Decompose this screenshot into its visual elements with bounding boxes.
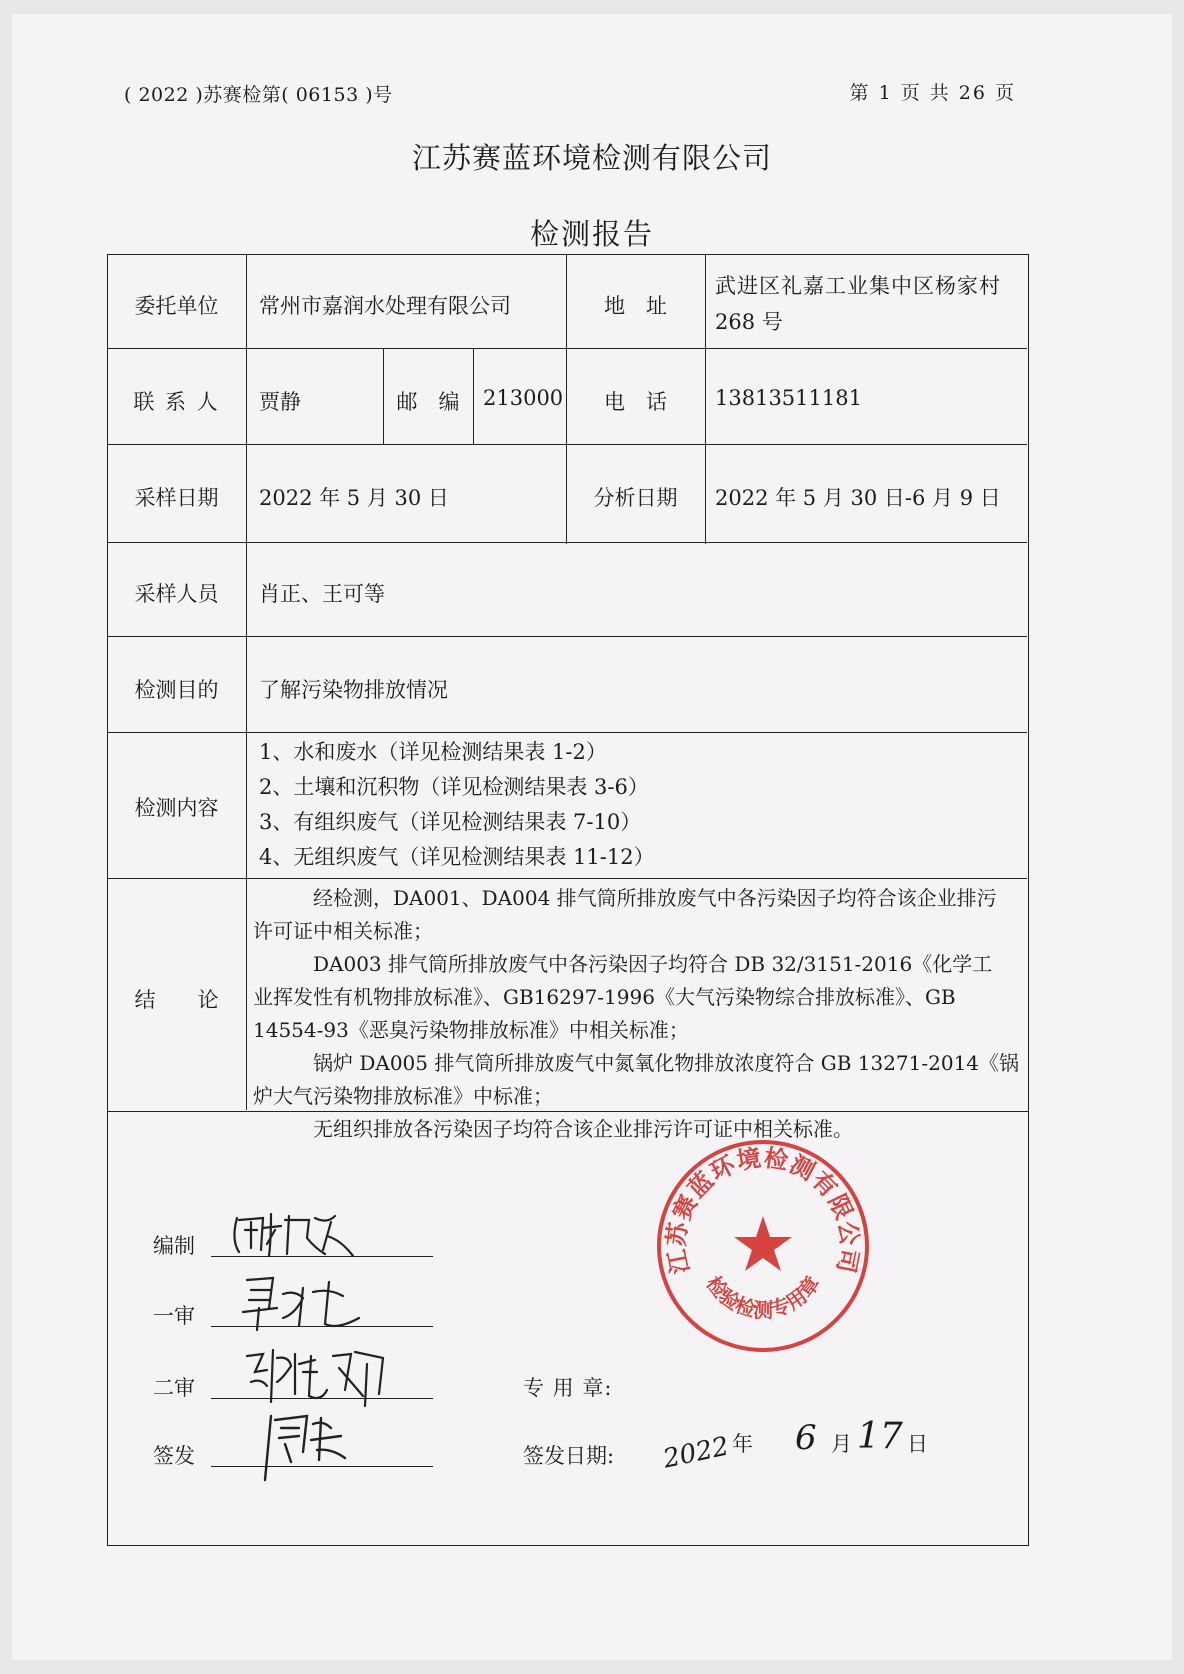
review1-signature	[233, 1268, 393, 1338]
sampling-date-label: 采样日期	[134, 486, 219, 510]
client-label: 委托单位	[134, 294, 219, 318]
conclusion-line: 业挥发性有机物排放标准》、GB16297-1996《大气污染物综合排放标准》、GB	[253, 985, 956, 1009]
postcode-label: 邮 编	[396, 390, 460, 414]
conclusion-line: DA003 排气筒所排放废气中各污染因子均符合 DB 32/3151-2016《化学工	[253, 952, 993, 976]
conclusion-line: 14554-93《恶臭污染物排放标准》中相关标准；	[253, 1018, 689, 1042]
handwritten-year: 2022	[660, 1431, 732, 1475]
review2-signature	[233, 1336, 403, 1416]
row-divider	[107, 542, 1027, 543]
col-divider	[246, 254, 247, 1110]
row-divider	[107, 636, 1027, 637]
content-item: 3、有组织废气（详见检测结果表 7-10）	[259, 810, 642, 834]
company-name: 江苏赛蓝环境检测有限公司	[411, 141, 772, 175]
content-label: 检测内容	[134, 796, 219, 820]
purpose-value: 了解污染物排放情况	[259, 678, 448, 702]
conclusion-line: 炉大气污染物排放标准》中标准；	[253, 1084, 553, 1108]
svg-text:检验检测专用章	[701, 1272, 824, 1323]
postcode-value: 213000	[483, 386, 564, 410]
content-item: 4、无组织废气（详见检测结果表 11-12）	[259, 845, 655, 869]
issue-date-month-char: 月	[831, 1432, 852, 1456]
conclusion-line: 锅炉 DA005 排气筒所排放废气中氮氧化物排放浓度符合 GB 13271-2014《锅	[253, 1051, 1020, 1075]
conclusion-label: 结 论	[134, 988, 219, 1012]
handwritten-month: 6	[795, 1418, 817, 1458]
conclusion-line: 经检测，DA001、DA004 排气筒所排放废气中各污染因子均符合该企业排污	[253, 886, 997, 910]
contact-value: 贾静	[259, 390, 301, 414]
review2-label: 二审	[153, 1376, 195, 1400]
row-divider	[107, 444, 1027, 445]
report-number: ( 2022 )苏赛检第( 06153 )号	[124, 84, 393, 106]
seal-outer-text: 江苏赛蓝环境检测有限公司	[662, 1143, 864, 1277]
sampling-date-value: 2022 年 5 月 30 日	[259, 486, 449, 510]
document-title: 检测报告	[529, 217, 654, 251]
issue-signature	[245, 1406, 385, 1486]
seal-inner-text: 检验检测专用章	[701, 1271, 825, 1323]
row-divider	[107, 732, 1027, 733]
compile-label: 编制	[153, 1234, 195, 1258]
contact-label: 联 系 人	[133, 390, 220, 414]
review1-label: 一审	[153, 1304, 195, 1328]
issue-date-label: 签发日期:	[523, 1444, 615, 1468]
col-divider	[473, 348, 474, 444]
issue-date-year-char: 年	[732, 1432, 753, 1456]
handwritten-day: 17	[857, 1416, 903, 1457]
conclusion-text	[253, 882, 1025, 1146]
analysis-date-label: 分析日期	[593, 486, 678, 510]
phone-value: 13813511181	[715, 386, 862, 410]
address-line-1: 武进区礼嘉工业集中区杨家村	[715, 274, 1001, 298]
address-line-2: 268 号	[715, 310, 783, 334]
conclusion-line: 无组织排放各污染因子均符合该企业排污许可证中相关标准。	[253, 1117, 853, 1141]
seal-label: 专 用 章:	[523, 1376, 613, 1400]
compile-signature	[215, 1200, 415, 1260]
sampler-label: 采样人员	[134, 582, 219, 606]
row-divider	[107, 878, 1027, 879]
client-value: 常州市嘉润水处理有限公司	[259, 294, 511, 318]
purpose-label: 检测目的	[134, 678, 219, 702]
issue-date-day-char: 日	[907, 1432, 928, 1456]
sampler-value: 肖正、王可等	[259, 582, 385, 606]
analysis-date-value: 2022 年 5 月 30 日-6 月 9 日	[715, 486, 1001, 510]
report-form	[115, 270, 1095, 1560]
conclusion-line: 许可证中相关标准；	[253, 919, 433, 943]
content-item: 2、土壤和沉积物（详见检测结果表 3-6）	[259, 775, 649, 799]
issue-label: 签发	[153, 1444, 195, 1468]
address-label: 地 址	[604, 294, 667, 318]
phone-label: 电 话	[604, 390, 667, 414]
col-divider	[705, 254, 706, 544]
content-item: 1、水和废水（详见检测结果表 1-2）	[259, 740, 607, 764]
official-seal	[651, 1134, 875, 1358]
seal-star-icon	[734, 1216, 792, 1271]
row-divider	[107, 348, 1027, 349]
page-indicator: 第 1 页 共 26 页	[849, 82, 1016, 104]
